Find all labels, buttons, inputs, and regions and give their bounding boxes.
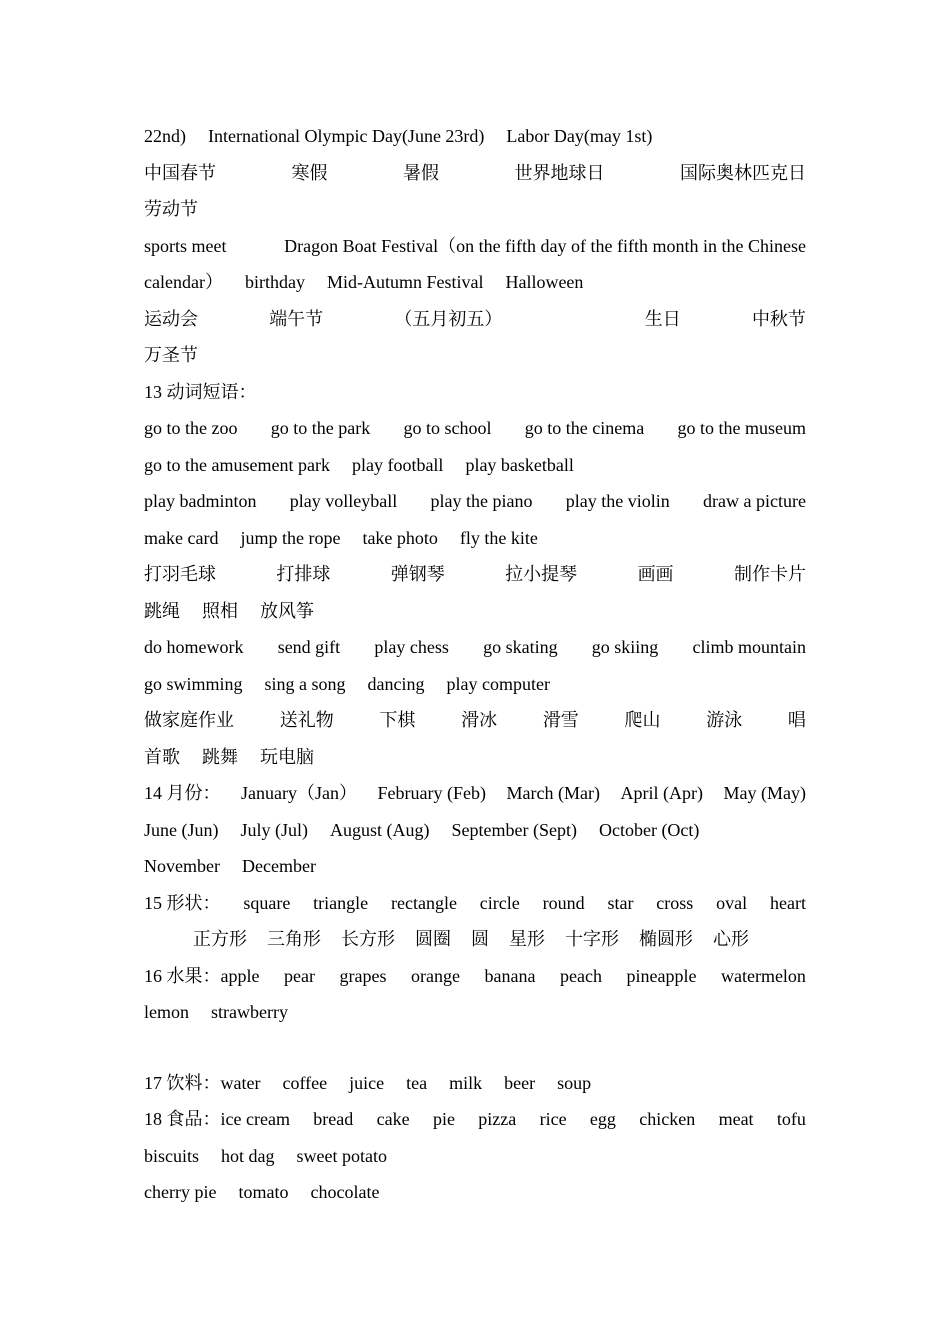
text-item: pear xyxy=(284,965,315,986)
text-item: 生日 xyxy=(644,308,681,329)
text-line-verbs-cn-2 xyxy=(144,593,806,630)
text-line-shapes-en xyxy=(144,885,806,922)
text-item: 十字形 xyxy=(565,929,619,949)
text-item: milk xyxy=(449,1072,483,1093)
text-line-holidays-en-2 xyxy=(144,228,806,265)
text-item: chocolate xyxy=(310,1182,380,1202)
text-line-verbs-en-5 xyxy=(144,629,806,666)
text-item: 玩电脑 xyxy=(260,746,314,767)
text-item: go skating xyxy=(483,637,558,657)
text-item: cherry pie xyxy=(144,1182,217,1202)
text-item: beer xyxy=(504,1072,536,1093)
text-item: 运动会 xyxy=(144,308,198,329)
text-item: 正方形 xyxy=(193,929,247,949)
text-item: tomato xyxy=(238,1182,289,1202)
text-item: 下棋 xyxy=(379,710,416,730)
text-line-months-2 xyxy=(144,812,806,849)
text-line-verbs-en-1 xyxy=(144,410,806,447)
text-item: oval xyxy=(716,892,748,913)
text-item: grapes xyxy=(339,965,387,986)
text-item: 游泳 xyxy=(706,710,743,730)
text-item: 暑假 xyxy=(403,162,439,183)
document-page xyxy=(144,118,806,1211)
text-item: 照相 xyxy=(202,600,238,621)
text-item: play chess xyxy=(374,637,449,657)
text-line-shapes-cn xyxy=(144,921,806,958)
text-item: Dragon Boat Festival（on the fifth day of the fifth month in the Chinese xyxy=(284,235,806,256)
text-item: 星形 xyxy=(509,929,545,949)
text-item: banana xyxy=(484,965,536,986)
text-item: heart xyxy=(769,892,806,913)
text-item: 14 月份： xyxy=(144,783,221,803)
text-item: 跳舞 xyxy=(202,746,238,767)
text-item: Mid-Autumn Festival xyxy=(326,272,484,292)
text-item: dancing xyxy=(367,673,425,694)
text-item: 长方形 xyxy=(341,929,395,949)
text-line-food-3 xyxy=(144,1174,806,1211)
text-item: 椭圆形 xyxy=(639,929,693,949)
text-item: draw a picture xyxy=(703,491,806,511)
text-item: watermelon xyxy=(720,965,806,986)
text-item: coffee xyxy=(282,1072,328,1093)
text-item: chicken xyxy=(639,1109,696,1129)
text-item: 端午节 xyxy=(269,308,324,329)
text-item: play basketball xyxy=(465,454,574,475)
text-item: go to the cinema xyxy=(524,418,645,438)
text-line-verbs-cn-1 xyxy=(144,556,806,593)
text-item: peach xyxy=(559,965,602,986)
text-item: 送礼物 xyxy=(279,710,334,730)
text-item: birthday xyxy=(244,272,305,292)
text-line-fruits-1 xyxy=(144,958,806,995)
text-item: 制作卡片 xyxy=(733,564,806,584)
text-item: go swimming xyxy=(144,673,243,694)
text-item: January（Jan） xyxy=(241,783,357,803)
text-item: 打排球 xyxy=(276,564,331,584)
text-item: 弹钢琴 xyxy=(390,564,445,584)
text-item: play the piano xyxy=(430,491,533,511)
text-item: November xyxy=(144,856,220,876)
text-line-verbs-en-2 xyxy=(144,447,806,484)
text-item: 拉小提琴 xyxy=(505,564,578,584)
text-item: bread xyxy=(313,1109,354,1129)
text-item: 三角形 xyxy=(267,929,321,949)
text-item: December xyxy=(241,856,316,876)
text-item: 15 形状： xyxy=(144,892,221,913)
text-item: 18 食品：ice cream xyxy=(144,1109,290,1129)
text-item: September (Sept) xyxy=(451,819,577,840)
text-line-verbs-cn-4 xyxy=(144,739,806,776)
text-line-holidays-cn-1 xyxy=(144,155,806,192)
text-line-holidays-en-3 xyxy=(144,264,806,301)
text-item: 22nd) xyxy=(144,126,186,146)
text-item: July (Jul) xyxy=(240,819,308,840)
text-item: round xyxy=(542,892,585,913)
text-item: 跳绳 xyxy=(144,600,180,621)
text-item: 打羽毛球 xyxy=(144,564,216,584)
text-line-holidays-en-1 xyxy=(144,118,806,155)
text-item: 16 水果：apple xyxy=(144,965,260,986)
text-item: jump the rope xyxy=(240,527,341,548)
text-item: 心形 xyxy=(713,929,749,949)
text-item: circle xyxy=(479,892,520,913)
text-line-blank-1 xyxy=(144,1031,806,1065)
text-item: fly the kite xyxy=(459,527,538,548)
text-item: sweet potato xyxy=(296,1145,387,1166)
text-item: 中国春节 xyxy=(144,162,216,183)
text-item: 17 饮料：water xyxy=(144,1072,261,1093)
text-item: Halloween xyxy=(505,272,584,292)
text-item: 圆 xyxy=(471,929,489,949)
text-item: go skiing xyxy=(591,637,659,657)
text-item: 寒假 xyxy=(291,162,328,183)
text-item: Labor Day(may 1st) xyxy=(506,126,653,146)
text-line-verbs-en-4 xyxy=(144,520,806,557)
text-item: May (May) xyxy=(723,783,806,803)
text-line-verbs-en-3 xyxy=(144,483,806,520)
text-line-verbs-cn-3 xyxy=(144,702,806,739)
text-item: 滑雪 xyxy=(542,710,579,730)
text-item: （五月初五） xyxy=(394,308,503,329)
text-item: 劳动节 xyxy=(144,199,198,219)
text-item: 画画 xyxy=(637,564,674,584)
text-item: 万圣节 xyxy=(144,345,198,365)
text-item: go to the zoo xyxy=(144,418,238,438)
text-item: 做家庭作业 xyxy=(144,710,234,730)
text-line-months-1 xyxy=(144,775,806,812)
text-line-holidays-cn-2 xyxy=(144,191,806,228)
text-line-food-1 xyxy=(144,1101,806,1138)
text-item: sing a song xyxy=(264,673,346,694)
text-item: square xyxy=(243,892,291,913)
text-item: play football xyxy=(351,454,444,475)
text-line-verbs-heading xyxy=(144,374,806,411)
text-item: rice xyxy=(539,1109,567,1129)
text-item: go to the amusement park xyxy=(144,454,330,475)
text-item: 滑冰 xyxy=(461,710,498,730)
text-line-fruits-2 xyxy=(144,994,806,1031)
text-line-drinks xyxy=(144,1065,806,1102)
text-item: March (Mar) xyxy=(506,783,600,803)
text-item: tea xyxy=(406,1072,428,1093)
text-item: rectangle xyxy=(391,892,457,913)
text-item: 国际奥林匹克日 xyxy=(680,162,806,183)
text-item: climb mountain xyxy=(692,637,806,657)
text-item: take photo xyxy=(362,527,438,548)
text-item: 放风筝 xyxy=(260,600,314,621)
text-item: biscuits xyxy=(144,1145,200,1166)
text-item: orange xyxy=(411,965,460,986)
text-line-holidays-cn-3 xyxy=(144,301,806,338)
text-item: go to the museum xyxy=(677,418,806,438)
text-item: pie xyxy=(432,1109,455,1129)
text-item: send gift xyxy=(277,637,341,657)
text-item: strawberry xyxy=(211,1002,288,1022)
text-item: lemon xyxy=(144,1002,189,1022)
text-item: sports meet xyxy=(144,235,227,256)
text-item: tofu xyxy=(776,1109,806,1129)
text-item: International Olympic Day(June 23rd) xyxy=(208,126,485,146)
text-item: triangle xyxy=(313,892,369,913)
text-line-verbs-en-6 xyxy=(144,666,806,703)
text-item: 圆圈 xyxy=(415,929,451,949)
text-item: February (Feb) xyxy=(377,783,486,803)
text-item: star xyxy=(607,892,634,913)
text-item: go to the park xyxy=(270,418,371,438)
text-item: cross xyxy=(656,892,694,913)
text-item: meat xyxy=(718,1109,754,1129)
text-item: play computer xyxy=(446,673,550,694)
text-item: 爬山 xyxy=(624,710,661,730)
text-item: pineapple xyxy=(626,965,697,986)
text-item: play volleyball xyxy=(289,491,398,511)
text-item: April (Apr) xyxy=(620,783,703,803)
text-item: go to school xyxy=(403,418,492,438)
text-item: 世界地球日 xyxy=(514,162,605,183)
text-item: calendar） xyxy=(144,272,223,292)
text-item: 首歌 xyxy=(144,746,180,767)
text-item: 13 动词短语： xyxy=(144,381,257,402)
text-item: juice xyxy=(349,1072,385,1093)
text-item: soup xyxy=(557,1072,592,1093)
text-item: egg xyxy=(589,1109,616,1129)
text-item: play badminton xyxy=(144,491,257,511)
text-item: do homework xyxy=(144,637,244,657)
text-item: cake xyxy=(376,1109,410,1129)
text-line-months-3 xyxy=(144,848,806,885)
text-item: play the violin xyxy=(565,491,670,511)
text-line-food-2 xyxy=(144,1138,806,1175)
text-line-holidays-cn-4 xyxy=(144,337,806,374)
text-item: August (Aug) xyxy=(330,819,430,840)
text-item: June (Jun) xyxy=(144,819,219,840)
text-item: October (Oct) xyxy=(598,819,700,840)
text-item: pizza xyxy=(478,1109,517,1129)
text-item: make card xyxy=(144,527,219,548)
text-item: hot dag xyxy=(221,1145,275,1166)
text-item: 唱 xyxy=(787,710,806,730)
text-item: 中秋节 xyxy=(751,308,806,329)
